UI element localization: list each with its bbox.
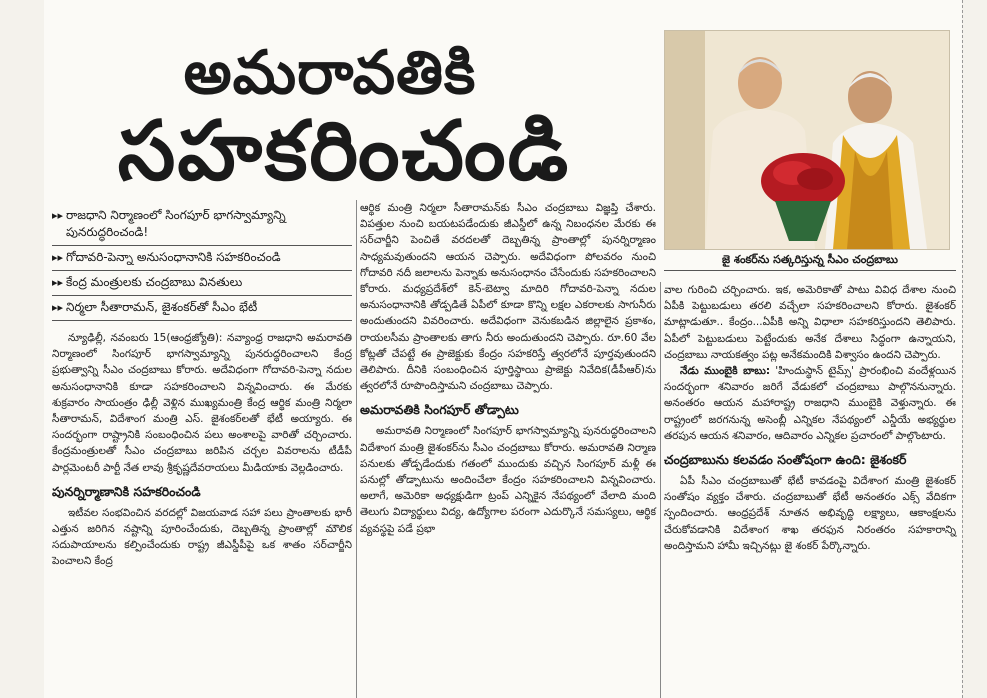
bullet-item (52, 204, 352, 246)
article-paragraph: ఆర్థిక మంత్రి నిర్మలా సీతారామన్‌కు సీఎం చంద్రబాబు విజ్ఞప్తి చేశారు. విపత్తుల నుంచి బయటపడేందుకు జీఎస్డీలో ఉన్న నిబంధనల మేరకు ఈ సర్‌చార్జీని పెంచితే వరదలతో దెబ్బతిన్న ప్రాంతాల్లో పునర్నిర్మాణం సాధ్యమవుతుందని ఆయన చెప్పారు. అదేవిధంగా పోలవరం నుంచి గోదావరి నదీ జలాలను పెన్నాకు అనుసంధానం చేసేందుకు సహకరించాలని కోరారు. మధ్యప్రదేశ్‌లో కెన్-బెట్వా మాదిరి గోదావరి-పెన్నా నదుల అనుసంధానానికి తోడ్పడితే ఏపీలో కూడా కొన్ని లక్షల ఎకరాలకు సాగునీరు అందుతుందని వివరించారు. అదేవిధంగా వెనుకబడిన జిల్లాలైన ప్రకాశం, రాయలసీమ ప్రాంతాలకు తాగు నీరు అందుతుందని చెప్పారు. రూ.60 వేల కోట్లతో చేపట్టే ఈ ప్రాజెక్టుకు కేంద్రం సహకరిస్తే త్వరలోనే పూర్తవుతుందని తెలిపారు. దీనికి సంబంధించిన పూర్తిస్థాయి ప్రాజెక్టు నివేదిక(డీపీఆర్)ను త్వరలోనే రూపొందిస్తామని చంద్రబాబు చెప్పారు. (360, 202, 656, 393)
bullet-text: గోదావరి-పెన్నా అనుసంధానానికి సహకరించండి (66, 250, 281, 264)
paragraph-text: 'హిందుస్థాన్ టైమ్స్' ప్రారంభించి వందేళ్లయిన సందర్భంగా శనివారం జరిగే వేడుకలో చంద్రబాబు పాల్గొననున్నారు. అనంతరం ఆయన మహారాష్ట్ర రాజధాని ముంబైకి వెళ్తున్నారు. ఈ రాష్ట్రంలో జరగనున్న అసెంబ్లీ ఎన్నికల నేపథ్యంలో ఎన్డీయే అభ్యర్థుల తరపున ఆయన శనివారం, ఆదివారం ఎన్నికల ప్రచారంలో పాల్గొంటారు. (664, 365, 956, 442)
inline-subhead: నేడు ముంబైకి బాబు: (680, 365, 771, 378)
column-divider (660, 282, 661, 698)
article-paragraph: ఏపీ సీఎం చంద్రబాబుతో భేటీ కావడంపై విదేశాంగ మంత్రి జైశంకర్ సంతోషం వ్యక్తం చేశారు. చంద్రబాబుతో భేటీ అనంతరం ఎక్స్ వేదికగా స్పందించారు. ఆంధ్రప్రదేశ్ నూతన అభివృద్ధి లక్ష్యాలు, ఆకాంక్షలను చేరుకోవడానికి విదేశాంగ శాఖ తరఫున నిరంతరం సహకారాన్ని అందిస్తామని హామీ ఇచ్చినట్లు జై శంకర్ పేర్కొన్నారు. (664, 475, 956, 552)
article-column-1 (52, 330, 352, 570)
article-paragraph: అమరావతి నిర్మాణంలో సింగపూర్ భాగస్వామ్యాన్ని పునరుద్ధరించాలని విదేశాంగ మంత్రి జైశంకర్‌ను సీఎం చంద్రబాబు కోరారు. అమరావతి నిర్మాణ పనులకు తోడ్పడేందుకు గతంలో ముందుకు వచ్చిన సింగపూర్ మళ్లీ ఈ పనుల్లో తోడ్పాటును అందించేలా కేంద్రం సహకరించాలని విన్నవించారు. అలాగే, అమెరికా అధ్యక్షుడిగా ట్రంప్ ఎన్నికైన నేపథ్యంలో వేలాది మంది తెలుగు విద్యార్థులు విద్య, ఉద్యోగాల పరంగా ఎదుర్కొనే సమస్యలు, ఆర్థిక వ్యవస్థపై పడే ప్రభా (360, 425, 656, 535)
section-subhead: అమరావతికి సింగపూర్ తోడ్పాటు (360, 402, 519, 418)
section-subhead: పునర్నిర్మాణానికి సహకరించండి (52, 483, 201, 499)
bullet-text: నిర్మలా సీతారామన్, జైశంకర్‌తో సీఎం భేటీ (66, 300, 258, 314)
bullet-text: రాజధాని నిర్మాణంలో సింగపూర్ భాగస్వామ్యాన్ని పునరుద్ధరించండి! (66, 208, 286, 239)
headline-line1: అమరావతికి (183, 38, 477, 108)
column-divider (356, 200, 357, 698)
double-arrow-icon: ▸▸ (52, 251, 64, 264)
bullet-item (52, 271, 352, 296)
article-column-2 (360, 200, 656, 537)
article-paragraph: న్యూఢిల్లీ, నవంబరు 15(ఆంధ్రజ్యోతి): నవ్యాంధ్ర రాజధాని అమరావతి నిర్మాణంలో సింగపూర్ భాగస్వామ్యాన్ని పునరుద్ధరించాలని కేంద్ర ప్రభుత్వాన్ని సీఎం చంద్రబాబు కోరారు. అదేవిధంగా గోదావరి-పెన్నా నదుల అనుసంధానానికి కూడా సహకరించాలని విన్నవించారు. ఈ మేరకు శుక్రవారం సాయంత్రం ఢిల్లీ వెళ్లిన ముఖ్యమంత్రి కేంద్ర ఆర్థిక మంత్రి నిర్మలా సీతారామన్, విదేశాంగ మంత్రి ఎస్. జైశంకర్‌లతో భేటీ అయ్యారు. ఈ సందర్భంగా రాష్ట్రానికి సంబంధించిన పలు అంశాలపై వారితో చర్చించారు. కేంద్రమంత్రులతో సీఎం చంద్రబాబు జరిపిన చర్చల వివరాలను టీడీపీ పార్లమెంటరీ పార్టీ నేత లావు శ్రీకృష్ణదేవరాయలు మీడియాకు వెల్లడించారు. (52, 332, 352, 474)
photo-caption: జై శంకర్‌ను సత్కరిస్తున్న సీఎం చంద్రబాబు (664, 252, 956, 271)
bullet-item (52, 246, 352, 271)
photo-illustration (665, 31, 949, 249)
article-paragraph: వాల గురించి చర్చించారు. ఇక, అమెరికాతో పాటు వివిధ దేశాల నుంచి ఏపీకి పెట్టుబడులు తరలి వచ్చేలా సహకరించాలని కోరారు. జైశంకర్ మాట్లాడుతూ.. కేంద్రం...ఏపీకి అన్ని విధాలా సహకరిస్తుందని తెలిపారు. ఏపీలో పెట్టుబడులు పెట్టేందుకు అనేక దేశాలు సిద్ధంగా ఉన్నాయని, చంద్రబాబు నాయకత్వం పట్ల అనేకమందికి విశ్వాసం ఉందని చెప్పారు. (664, 284, 956, 361)
article-paragraph: ఇటీవల సంభవించిన వరదల్లో విజయవాడ సహా పలు ప్రాంతాలకు భారీ ఎత్తున జరిగిన నష్టాన్ని పూరించేందుకు, దెబ్బతిన్న ప్రాంతాల్లో మౌలిక సదుపాయాలను కల్పించేందుకు రాష్ట్ర జీఎస్డీపీపై ఒక శాతం సర్‌చార్జీని పెంచాలని కేంద్ర (52, 506, 352, 568)
article-column-3 (664, 282, 956, 554)
double-arrow-icon: ▸▸ (52, 209, 64, 222)
bullet-item (52, 296, 352, 321)
double-arrow-icon: ▸▸ (52, 301, 64, 314)
section-subhead: చంద్రబాబును కలవడం సంతోషంగా ఉంది: జైశంకర్ (664, 452, 907, 468)
headline-line2: సహకరించండి (117, 104, 571, 199)
article-paragraph (664, 363, 956, 444)
bullet-list (52, 204, 352, 321)
bullet-text: కేంద్ర మంత్రులకు చంద్రబాబు వినతులు (66, 275, 243, 289)
page-edge (962, 0, 987, 698)
double-arrow-icon: ▸▸ (52, 276, 64, 289)
news-photo (664, 30, 950, 250)
